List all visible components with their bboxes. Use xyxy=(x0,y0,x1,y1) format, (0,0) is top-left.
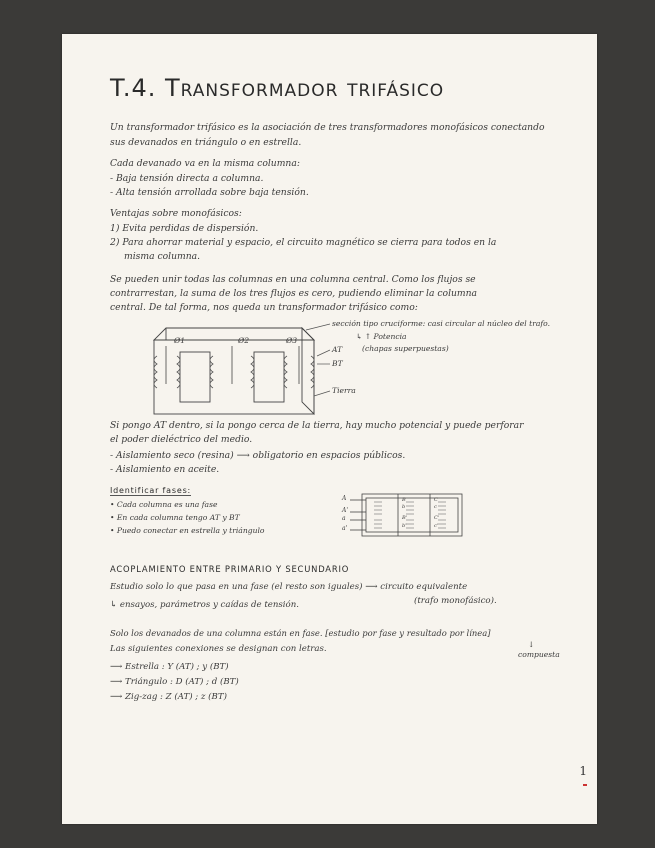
ground-label: Tierra xyxy=(332,386,356,395)
margin-mark xyxy=(583,784,587,786)
connection-zigzag: ⟶ Zig-zag : Z (AT) ; z (BT) xyxy=(110,692,227,702)
coil-label-B: B xyxy=(402,497,406,503)
identify-heading: Identificar fases: xyxy=(110,486,192,495)
coil-label-c: c xyxy=(434,504,437,510)
bt-label: BT xyxy=(332,359,343,368)
page-title: T.4. Transformador trifásico xyxy=(110,74,445,102)
composite-arrow: ↓ xyxy=(528,640,535,649)
advantages-item-2: 2) Para ahorrar material y espacio, el circuito magnético se cierra para todos en la xyxy=(110,237,497,248)
coil-label-b2: b' xyxy=(402,523,407,529)
connection-triangle: ⟶ Triángulo : D (AT) ; d (BT) xyxy=(110,677,239,687)
coil-label-c2: c' xyxy=(434,523,439,529)
intro-line-2: sus devanados en triángulo o en estrella. xyxy=(110,137,302,148)
coupling-line-4: Las siguientes conexiones se designan con letras. xyxy=(110,644,327,654)
identify-item-3: • Puedo conectar en estrella y triángulo xyxy=(110,526,265,535)
coupling-line-1b: (trafo monofásico). xyxy=(414,596,497,606)
central-line-1: Se pueden unir todas las columnas en una columna central. Como los flujos se xyxy=(110,274,476,285)
coil-label-C: C xyxy=(434,497,438,503)
advantages-item-2b: misma columna. xyxy=(124,251,201,262)
identify-item-1: • Cada columna es una fase xyxy=(110,500,218,509)
at-outside-line-2: el poder dieléctrico del medio. xyxy=(110,434,253,445)
flux-label-1: Ø1 xyxy=(174,336,186,345)
page-number: 1 xyxy=(579,764,587,778)
section-note: sección tipo cruciforme: casi circular al núcleo del trafo. xyxy=(332,319,551,328)
insulation-1: - Aislamiento seco (resina) ⟶ obligatorio en espacios públicos. xyxy=(110,450,406,461)
windings-item-1: - Baja tensión directa a columna. xyxy=(110,173,264,184)
coupling-line-3: Solo los devanados de una columna están en fase. [estudio por fase y resultado por línea] xyxy=(110,628,491,638)
notebook-page xyxy=(62,34,597,824)
coil-label-B2: B' xyxy=(402,515,408,521)
identify-item-2: • En cada columna tengo AT y BT xyxy=(110,513,240,522)
central-line-2: contrarrestan, la suma de los tres flujos es cero, pudiendo eliminar la columna xyxy=(110,288,478,299)
terminal-label-a2: a' xyxy=(342,525,348,532)
connection-star: ⟶ Estrella : Y (AT) ; y (BT) xyxy=(110,662,229,672)
terminal-label-A: A xyxy=(342,495,347,502)
coupling-heading: ACOPLAMIENTO ENTRE PRIMARIO Y SECUNDARIO xyxy=(110,564,350,574)
windings-item-2: - Alta tensión arrollada sobre baja tensión. xyxy=(110,187,309,198)
windings-lead: Cada devanado va en la misma columna: xyxy=(110,158,300,169)
terminal-label-a: a xyxy=(342,515,346,522)
phase-windings-diagram xyxy=(62,34,597,824)
sheets-note: (chapas superpuestas) xyxy=(362,344,449,353)
intro-line-1: Un transformador trifásico es la asociación de tres transformadores monofásicos conectando xyxy=(110,122,545,133)
power-note: ↳ ↑ Potencia xyxy=(356,332,407,341)
terminal-label-A2: A' xyxy=(342,507,348,514)
insulation-2: - Aislamiento en aceite. xyxy=(110,464,220,475)
flux-label-3: Ø3 xyxy=(286,336,298,345)
advantages-item-1: 1) Evita perdidas de dispersión. xyxy=(110,223,259,234)
at-outside-line-1: Si pongo AT dentro, si la pongo cerca de la tierra, hay mucho potencial y puede perforar xyxy=(110,420,524,431)
flux-label-2: Ø2 xyxy=(238,336,250,345)
coil-label-C2: C' xyxy=(434,515,440,521)
coil-label-b: b xyxy=(402,504,406,510)
at-label: AT xyxy=(332,345,343,354)
composite-label: compuesta xyxy=(518,650,560,659)
central-line-3: central. De tal forma, nos queda un transformador trifásico como: xyxy=(110,302,418,313)
coupling-line-2: ↳ ensayos, parámetros y caídas de tensión. xyxy=(110,600,299,610)
coupling-line-1: Estudio solo lo que pasa en una fase (el resto son iguales) ⟶ circuito equivalente xyxy=(110,582,468,592)
advantages-lead: Ventajas sobre monofásicos: xyxy=(110,208,242,219)
